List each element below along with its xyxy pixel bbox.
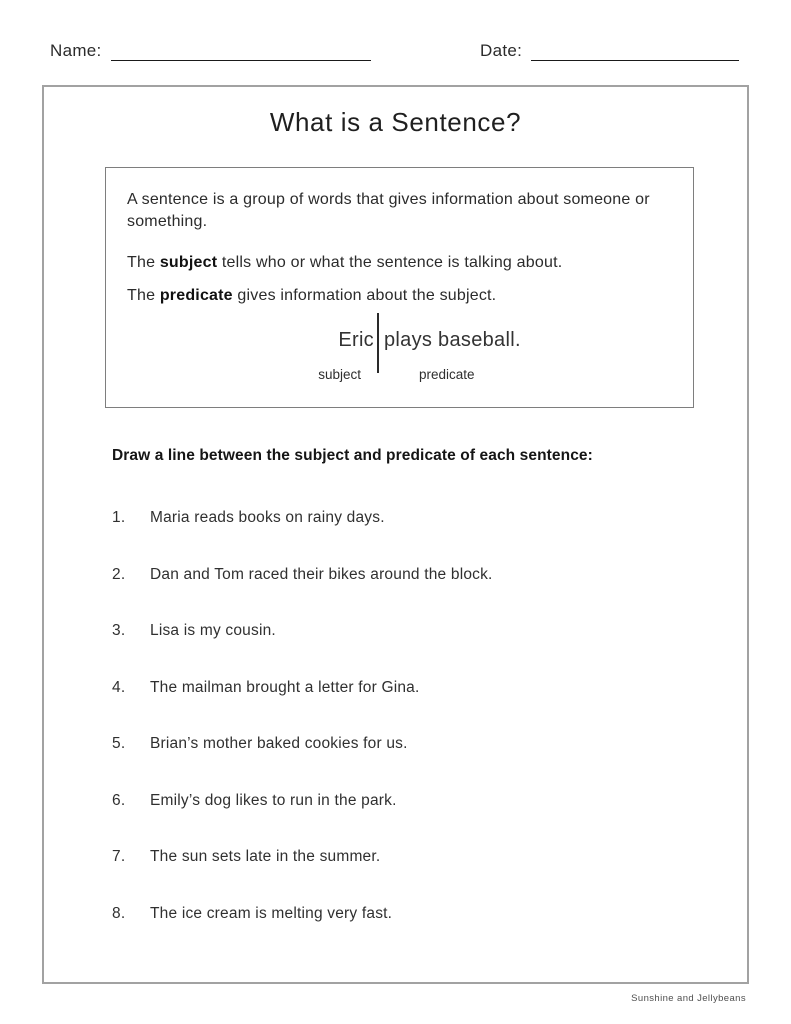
sentence-list bbox=[112, 508, 493, 924]
example-predicate-label: predicate bbox=[419, 367, 475, 382]
item-text: Emily’s dog likes to run in the park. bbox=[150, 791, 397, 809]
date-field bbox=[480, 41, 739, 61]
name-label: Name: bbox=[50, 41, 102, 60]
item-number: 4. bbox=[112, 678, 126, 696]
item-number: 6. bbox=[112, 791, 126, 809]
item-text: The sun sets late in the summer. bbox=[150, 848, 381, 865]
item-number: 8. bbox=[112, 904, 126, 922]
name-blank-line bbox=[111, 41, 371, 61]
item-number: 1. bbox=[112, 509, 126, 526]
item-number: 5. bbox=[112, 735, 126, 752]
worksheet-border-frame bbox=[42, 85, 749, 984]
subject-definition-suffix: tells who or what the sentence is talking about. bbox=[217, 254, 563, 271]
list-item bbox=[112, 565, 493, 585]
item-number: 3. bbox=[112, 622, 126, 639]
list-item bbox=[112, 508, 493, 528]
predicate-term: predicate bbox=[159, 287, 233, 304]
example-predicate-text: plays baseball. bbox=[384, 329, 521, 351]
subject-definition-paragraph bbox=[127, 252, 677, 274]
example-subject-label: subject bbox=[318, 367, 361, 382]
item-number: 7. bbox=[112, 848, 126, 865]
subject-definition-prefix: The bbox=[127, 254, 160, 271]
item-text: The ice cream is melting very fast. bbox=[150, 904, 393, 922]
list-item bbox=[112, 791, 493, 811]
subject-predicate-divider-line bbox=[377, 313, 379, 373]
worksheet-title: What is a Sentence? bbox=[269, 107, 522, 137]
list-item bbox=[112, 621, 493, 641]
subject-term: subject bbox=[159, 254, 218, 271]
item-text: The mailman brought a letter for Gina. bbox=[150, 678, 420, 696]
worksheet-instruction: Draw a line between the subject and predicate of each sentence: bbox=[112, 447, 593, 464]
list-item bbox=[112, 678, 493, 698]
example-subject-text: Eric bbox=[338, 329, 374, 351]
date-blank-line bbox=[531, 41, 739, 61]
list-item bbox=[112, 734, 493, 754]
item-text: Maria reads books on rainy days. bbox=[150, 509, 385, 526]
sentence-definition-paragraph: A sentence is a group of words that gives information about someone or something. bbox=[127, 191, 650, 230]
definition-box bbox=[105, 167, 694, 408]
predicate-definition-prefix: The bbox=[127, 287, 160, 304]
item-text: Dan and Tom raced their bikes around the block. bbox=[150, 565, 493, 583]
item-text: Brian’s mother baked cookies for us. bbox=[150, 735, 408, 752]
list-item bbox=[112, 904, 493, 924]
publisher-credit: Sunshine and Jellybeans bbox=[631, 993, 746, 1004]
date-label: Date: bbox=[480, 41, 523, 60]
item-number: 2. bbox=[112, 565, 126, 583]
list-item bbox=[112, 847, 493, 867]
name-field bbox=[50, 41, 371, 61]
predicate-definition-suffix: gives information about the subject. bbox=[232, 287, 497, 304]
item-text: Lisa is my cousin. bbox=[150, 622, 276, 639]
predicate-definition-paragraph bbox=[127, 285, 677, 307]
